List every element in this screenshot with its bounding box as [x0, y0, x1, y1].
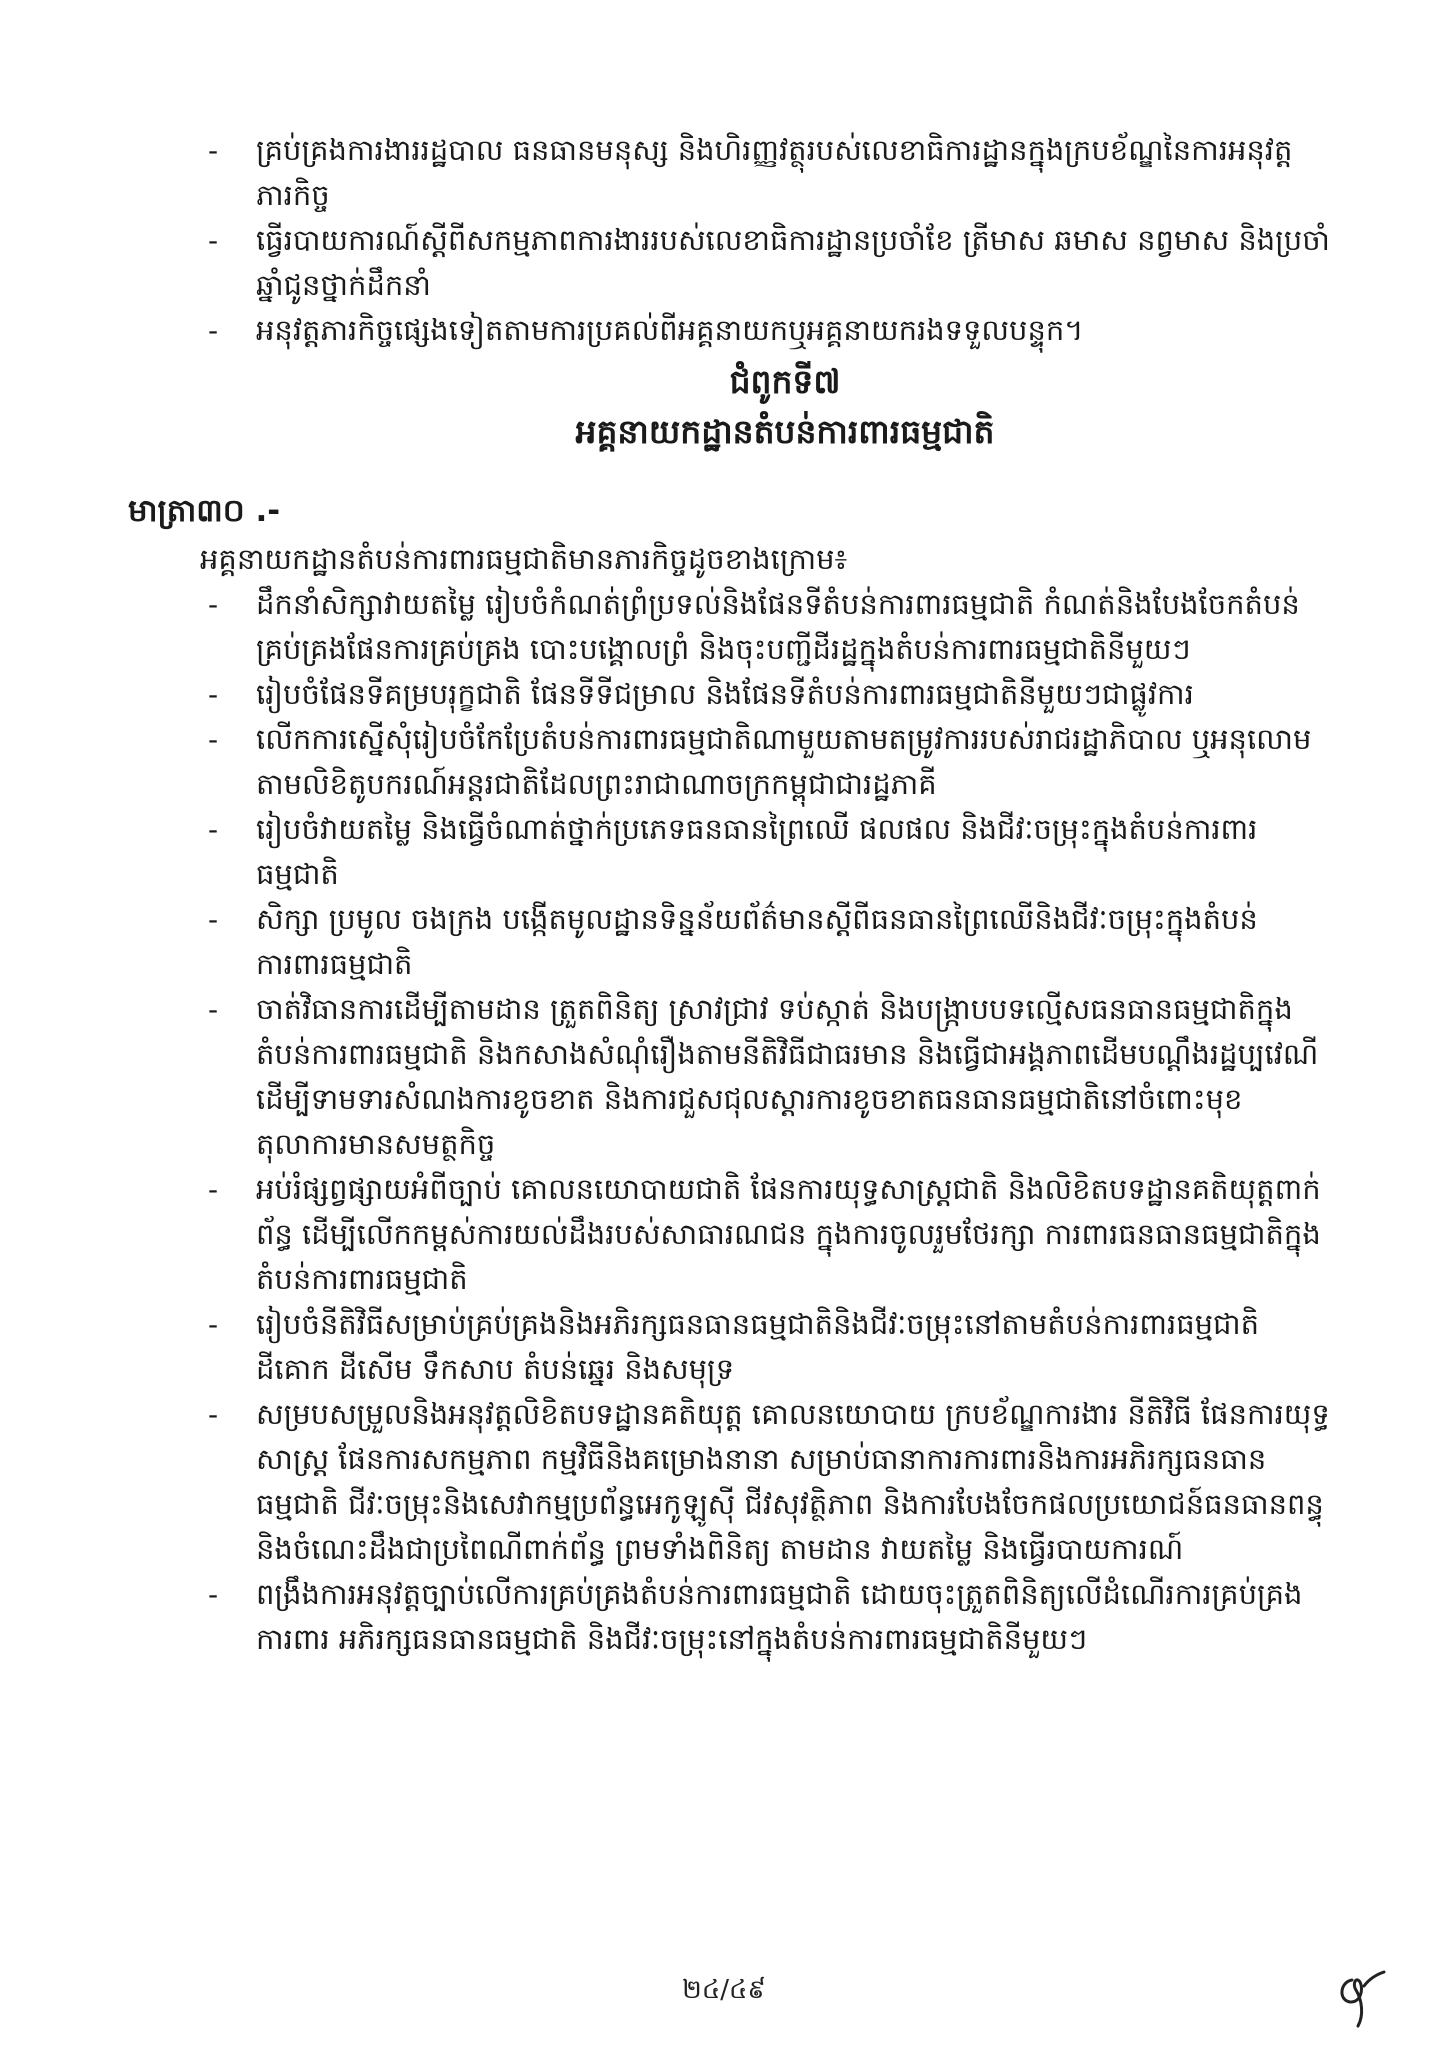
bullet-dash: -	[208, 1173, 219, 1206]
list-item-text: លើកការស្នើសុំរៀបចំកែប្រែតំបន់ការពារធម្មជាតិណាមួយតាមតម្រូវការរបស់រាជរដ្ឋាភិបាល ឬអនុលោមតាមលិខិតូបករណ៍អន្តរជាតិដែលព្រះរាជាណាចក្រកម្ពុជាជារដ្ឋភាគី	[256, 722, 1312, 801]
page-number: ២៤/៤៩	[682, 1975, 766, 2005]
article-intro: អគ្គនាយកដ្ឋានតំបន់ការពារធម្មជាតិមានភារកិច្ចដូចខាងក្រោម៖	[200, 542, 848, 576]
list-item-text: ធ្វើរបាយការណ៍ស្តីពីសកម្មភាពការងាររបស់លេខាធិការដ្ឋានប្រចាំខែ ត្រីមាស ឆមាស នព្វមាស និងប្រចាំឆ្នាំជូនថ្នាក់ដឹកនាំ	[256, 223, 1330, 302]
list-item	[200, 717, 1330, 807]
list-item-text: សម្របសម្រួលនិងអនុវត្តលិខិតបទដ្ឋានគតិយុត្ត គោលនយោបាយ ក្របខ័ណ្ឌការងារ នីតិវិធី ផែនការយុទ្ធសាស្រ្ត ផែនការសកម្មភាព កម្មវិធីនិងគម្រោងនានា សម្រាប់ធានាការការពារនិងការអភិរក្សធនធានធម្មជាតិ ជីវៈចម្រុះនិងសេវាកម្មប្រព័ន្ធអេកូឡូស៊ី ជីវសុវត្ថិភាព និងការបែងចែកផលប្រយោជន៍ធនធានពន្ធុនិងចំណេះដឹងជាប្រពៃណីពាក់ព័ន្ធ ព្រមទាំងពិនិត្យ តាមដាន វាយតម្លៃ និងធ្វើរបាយការណ៍	[256, 1397, 1330, 1566]
list-item-text: សិក្សា ប្រមូល ចងក្រង បង្កើតមូលដ្ឋានទិន្នន័យព័ត៌មានស្តីពីធនធានព្រៃឈើនិងជីវៈចម្រុះក្នុងតំបន់ការពារធម្មជាតិ	[256, 902, 1258, 981]
list-item	[200, 672, 1330, 717]
bullet-dash: -	[208, 813, 219, 846]
chapter-title: ជំពូកទី៧	[729, 362, 841, 401]
bullet-dash: -	[208, 678, 219, 711]
bullet-dash: -	[208, 903, 219, 936]
list-item-text: ដឹកនាំសិក្សាវាយតម្លៃ រៀបចំកំណត់ព្រំប្រទល់និងផែនទីតំបន់ការពារធម្មជាតិ កំណត់និងបែងចែកតំបន់គ្រប់គ្រងផែនការគ្រប់គ្រង បោះបង្គោលព្រំ និងចុះបញ្ជីដីរដ្ឋក្នុងតំបន់ការពារធម្មជាតិនីមួយៗ	[256, 587, 1300, 666]
list-item	[200, 128, 1330, 218]
list-item	[200, 987, 1330, 1167]
list-item-text: អប់រំផ្សព្វផ្សាយអំពីច្បាប់ គោលនយោបាយជាតិ ផែនការយុទ្ធសាស្រ្តជាតិ និងលិខិតបទដ្ឋានគតិយុត្តពាក់ព័ន្ធ ដើម្បីលើកកម្ពស់ការយល់ដឹងរបស់សាធារណជន ក្នុងការចូលរួមថែរក្សា ការពារធនធានធម្មជាតិក្នុងតំបន់ការពារធម្មជាតិ	[256, 1172, 1321, 1296]
list-item-text: រៀបចំវាយតម្លៃ និងធ្វើចំណាត់ថ្នាក់ប្រភេទធនធានព្រៃឈើ ផលផល និងជីវៈចម្រុះក្នុងតំបន់ការពារធម្មជាតិ	[256, 812, 1258, 891]
bullet-dash: -	[208, 1398, 219, 1431]
list-item-text: ចាត់វិធានការដើម្បីតាមដាន ត្រួតពិនិត្យ ស្រាវជ្រាវ ទប់ស្កាត់ និងបង្ក្រាបបទល្មើសធនធានធម្មជាតិក្នុងតំបន់ការពារធម្មជាតិ និងកសាងសំណុំរឿងតាមនីតិវិធីជាធរមាន និងធ្វើជាអង្គភាពដើមបណ្តឹងរដ្ឋប្បវេណី ដើម្បីទាមទារសំណងការខូចខាត និងការជួសជុលស្តារការខូចខាតធនធានធម្មជាតិនៅចំពោះមុខតុលាការមានសមត្ថកិច្ច	[256, 992, 1319, 1161]
list-item-text: រៀបចំផែនទីគម្របរុក្ខជាតិ ផែនទីទីជម្រាល និងផែនទីតំបន់ការពារធម្មជាតិនីមួយៗជាផ្លូវការ	[256, 677, 1194, 711]
handwritten-initial-mark	[1330, 1960, 1390, 2030]
bullet-dash: -	[208, 224, 219, 257]
list-item-text: អនុវត្តភារកិច្ចផ្សេងទៀតតាមការប្រគល់ពីអគ្គនាយកឬអគ្គនាយករងទទួលបន្ទុក។	[256, 313, 1084, 347]
document-body	[128, 128, 1330, 1662]
bullet-dash: -	[208, 723, 219, 756]
list-item	[200, 1302, 1330, 1392]
list-item	[200, 897, 1330, 987]
list-item-text: គ្រប់គ្រងការងាររដ្ឋបាល ធនធានមនុស្ស និងហិរញ្ញវត្ថុរបស់លេខាធិការដ្ឋានក្នុងក្របខ័ណ្ឌនៃការអនុវត្តភារកិច្ច	[256, 133, 1293, 212]
bullet-dash: -	[208, 993, 219, 1026]
list-item	[200, 1167, 1330, 1302]
list-item-text: ពង្រឹងការអនុវត្តច្បាប់លើការគ្រប់គ្រងតំបន់ការពារធម្មជាតិ ដោយចុះត្រួតពិនិត្យលើដំណើរការគ្រប់គ្រង ការពារ អភិរក្សធនធានធម្មជាតិ និងជីវៈចម្រុះនៅក្នុងតំបន់ការពារធម្មជាតិនីមួយៗ	[256, 1577, 1303, 1656]
bullet-dash: -	[208, 1578, 219, 1611]
bullet-dash: -	[208, 588, 219, 621]
list-item	[200, 807, 1330, 897]
bullet-dash: -	[208, 1308, 219, 1341]
list-item	[200, 582, 1330, 672]
bullet-dash: -	[208, 314, 219, 347]
chapter-subtitle: អគ្គនាយកដ្ឋានតំបន់ការពារធម្មជាតិ	[575, 412, 995, 451]
article-heading: មាត្រា៣០ .-	[128, 493, 281, 529]
list-item	[200, 218, 1330, 308]
list-item	[200, 1572, 1330, 1662]
list-item-text: រៀបចំនីតិវិធីសម្រាប់គ្រប់គ្រងនិងអភិរក្សធនធានធម្មជាតិនិងជីវៈចម្រុះនៅតាមតំបន់ការពារធម្មជាតិ ដីគោក ដីសើម ទឹកសាប តំបន់ឆ្នេរ និងសមុទ្រ	[256, 1307, 1260, 1386]
list-item	[200, 308, 1330, 353]
list-item	[200, 1392, 1330, 1572]
bullet-dash: -	[208, 134, 219, 167]
